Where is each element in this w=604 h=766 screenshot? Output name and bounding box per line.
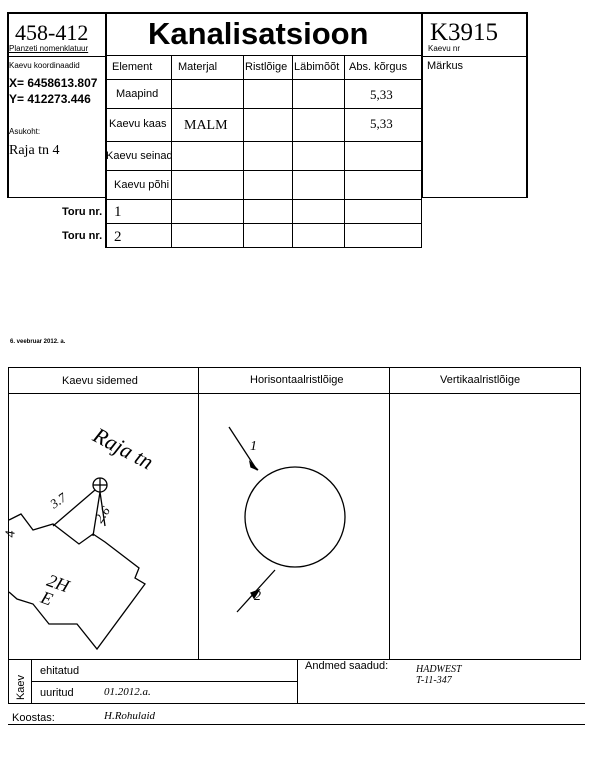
footer-compiled-label: Koostas: <box>12 712 55 724</box>
col-labimoot: Läbimõõt <box>294 61 340 73</box>
row-element-maapind: Maapind <box>116 88 159 100</box>
nomenclature-label: Planzeti nomenklatuur <box>9 44 89 53</box>
row-abs-kaas: 5,33 <box>370 116 393 131</box>
document-date: 6. veebruar 2012. a. <box>10 339 66 345</box>
row-element-seinad: Kaevu seinad <box>106 150 173 162</box>
pipe-1-arrow <box>250 462 258 470</box>
sketch-house-number: 4 <box>3 530 19 538</box>
row-element-kaas: Kaevu kaas <box>109 118 167 130</box>
col-materjal: Materjal <box>178 61 218 73</box>
footer-surveyed-value: 01.2012.a. <box>104 686 151 698</box>
nomenclature-value: 458-412 <box>15 20 89 45</box>
col-ristloige: Ristlõige <box>245 61 288 73</box>
form-title: Kanalisatsioon <box>148 16 369 51</box>
footer-data-source-label: Andmed saadud: <box>305 660 389 672</box>
sketch-distance-b: 2.6 <box>91 503 113 526</box>
well-number-label: Kaevu nr <box>428 44 461 53</box>
row-element-pohi: Kaevu põhi <box>114 179 170 191</box>
panel-title-vertical: Vertikaalristlõige <box>440 374 521 386</box>
footer-kaev-label: Kaev <box>15 674 28 701</box>
sketch-street: Raja tn <box>89 422 158 475</box>
coordinate-y: Y= 412273.446 <box>9 92 91 106</box>
panel-title-links: Kaevu sidemed <box>62 375 138 387</box>
coordinate-x: X= 6458613.807 <box>9 76 98 90</box>
pipe-1-number: 1 <box>250 439 257 454</box>
footer-built-label: ehitatud <box>40 665 80 677</box>
horizontal-section <box>199 394 389 659</box>
pipe-2-value: 2 <box>114 229 122 245</box>
pipe-1-label: Toru nr. <box>62 206 103 218</box>
well-number-value: K3915 <box>430 19 499 46</box>
well-circle <box>245 467 345 567</box>
pipe-1-value: 1 <box>114 204 122 220</box>
coordinates-label: Kaevu koordinaadid <box>9 61 80 70</box>
pipe-2-label: Toru nr. <box>62 230 103 242</box>
col-markus: Märkus <box>427 60 464 72</box>
col-element: Element <box>112 61 153 73</box>
panel-title-horizontal: Horisontaalristlõige <box>250 374 344 386</box>
location-label: Asukoht: <box>9 127 41 136</box>
sketch-distance-a: 3.7 <box>47 489 70 512</box>
row-abs-maapind: 5,33 <box>370 87 393 102</box>
row-materjal-kaas: MALM <box>184 118 228 133</box>
footer-compiled-value: H.Rohulaid <box>104 710 156 722</box>
footer-surveyed-label: uuritud <box>40 687 74 699</box>
location-value: Raja tn 4 <box>9 143 60 158</box>
footer-data-source-value-2: T-11-347 <box>416 675 452 686</box>
pipe-2-number: 2 <box>254 589 261 604</box>
col-abs-korgus: Abs. kõrgus <box>349 61 408 73</box>
sketch-building-label: 2H E <box>38 570 72 610</box>
footer-data-source-value-1: HADWEST <box>416 664 462 675</box>
